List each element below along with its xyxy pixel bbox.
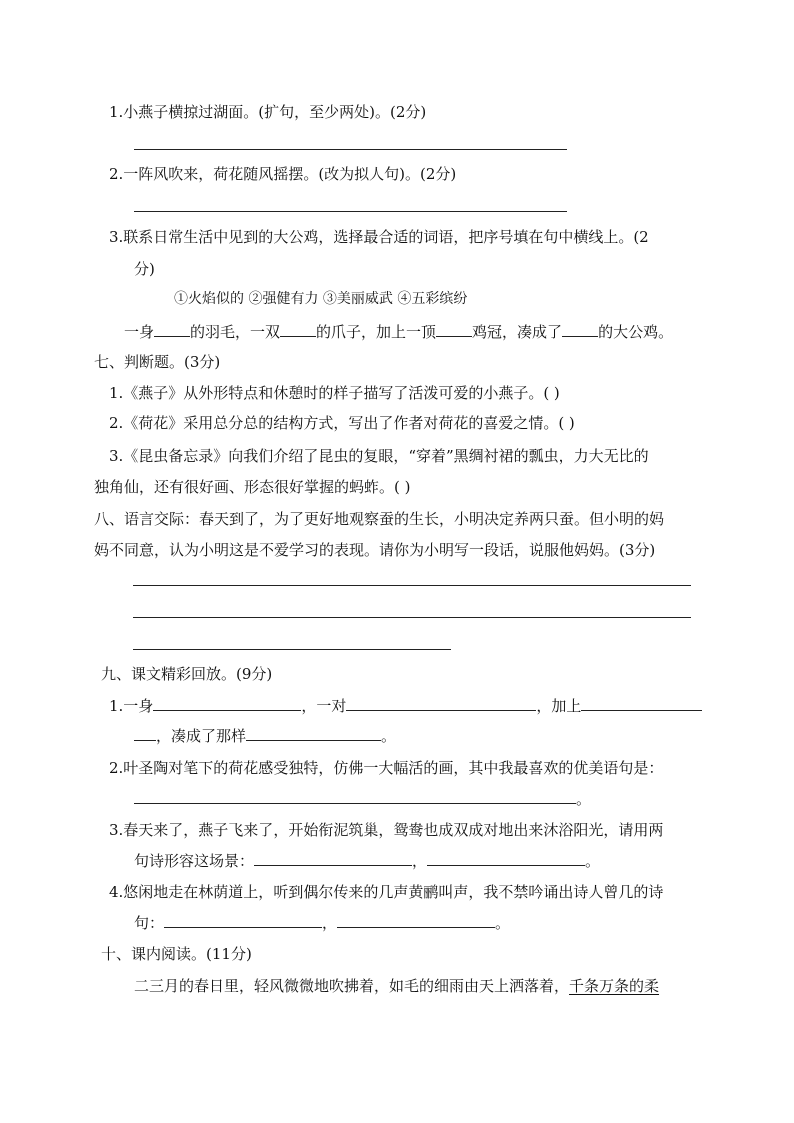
word-options: ①火焰似的 ②强健有力 ③美丽威武 ④五彩缤纷 (174, 291, 468, 307)
recall-1-text-a: 1.一身 (109, 697, 154, 715)
recall-4-comma: ， (322, 914, 338, 932)
fill-blank-1[interactable] (154, 322, 190, 337)
q-rooster-line2: 分) (134, 260, 155, 278)
recall-2-blank[interactable] (134, 789, 576, 804)
reading-underlined-text: 千条万条的柔 (569, 977, 660, 995)
fill-text-1: 一身 (124, 323, 155, 341)
recall-3-blank-2[interactable] (427, 851, 585, 866)
recall-item-3-cont (134, 851, 600, 871)
fill-text-4: 鸡冠，凑成了 (472, 323, 563, 341)
reading-paragraph (134, 976, 659, 996)
judge-item-3-cont: 独角仙，还有很好画、形态很好掌握的蚂蚱。( ) (94, 478, 411, 496)
recall-3-end: 。 (585, 852, 601, 870)
recall-2-end: 。 (576, 790, 592, 808)
recall-item-4-cont (134, 913, 510, 933)
recall-1-text-d: ，凑成了那样 (156, 727, 247, 745)
recall-4-blank-2[interactable] (337, 913, 495, 928)
answer-line-extend[interactable] (134, 149, 567, 150)
recall-4-blank-1[interactable] (164, 913, 322, 928)
fill-blank-2[interactable] (280, 322, 316, 337)
recall-4-end: 。 (495, 914, 511, 932)
section-10-title: 十、课内阅读。(11分) (101, 945, 252, 963)
recall-3-text: 句诗形容这场景： (134, 852, 255, 870)
recall-1-text-c: ，加上 (536, 697, 582, 715)
q-rooster-line1: 3.联系日常生活中见到的大公鸡，选择最合适的词语，把序号填在句中横线上。(2 (109, 228, 649, 246)
recall-1-text-e: 。 (381, 727, 397, 745)
recall-item-4: 4.悠闲地走在林荫道上，听到偶尔传来的几声黄鹂叫声，我不禁吟诵出诗人曾几的诗 (109, 883, 664, 901)
recall-3-blank-1[interactable] (254, 851, 412, 866)
judge-item-2: 2.《荷花》采用总分总的结构方式，写出了作者对荷花的喜爱之情。( ) (109, 414, 575, 432)
recall-item-3: 3.春天来了，燕子飞来了，开始衔泥筑巢，鸳鸯也成双成对地出来沐浴阳光，请用两 (109, 821, 664, 839)
recall-item-1-cont (134, 726, 396, 746)
reading-text: 二三月的春日里，轻风微微地吹拂着，如毛的细雨由天上洒落着， (134, 977, 570, 995)
fill-blank-4[interactable] (562, 322, 598, 337)
answer-line-personification[interactable] (134, 211, 567, 212)
fill-text-5: 的大公鸡。 (598, 323, 674, 341)
judge-item-3: 3.《昆虫备忘录》向我们介绍了昆虫的复眼，“穿着”黑绸衬裙的瓢虫，力大无比的 (109, 447, 649, 465)
judge-item-1: 1.《燕子》从外形特点和休憩时的样子描写了活泼可爱的小燕子。( ) (109, 384, 560, 402)
rooster-fill-sentence (124, 322, 673, 342)
q-extend-sentence: 1.小燕子横掠过湖面。(扩句，至少两处)。(2分) (109, 103, 427, 121)
recall-1-blank-3[interactable] (581, 696, 702, 711)
recall-3-comma: ， (412, 852, 428, 870)
fill-text-3: 的爪子，加上一顶 (316, 323, 437, 341)
writing-line-1[interactable] (133, 585, 691, 586)
writing-line-2[interactable] (133, 617, 691, 618)
recall-1-blank-5[interactable] (246, 726, 381, 741)
recall-4-text: 句： (134, 914, 165, 932)
writing-line-3[interactable] (133, 649, 451, 650)
section-9-title: 九、课文精彩回放。(9分) (101, 665, 273, 683)
section-8-line1: 八、语言交际：春天到了，为了更好地观察蚕的生长，小明决定养两只蚕。但小明的妈 (94, 510, 665, 528)
recall-item-1 (109, 696, 702, 716)
recall-1-blank-2[interactable] (346, 696, 536, 711)
fill-blank-3[interactable] (436, 322, 472, 337)
q-personification: 2.一阵风吹来，荷花随风摇摆。(改为拟人句)。(2分) (109, 165, 457, 183)
section-7-title: 七、判断题。(3分) (94, 353, 221, 371)
recall-1-blank-1[interactable] (153, 696, 301, 711)
recall-item-2-cont (134, 789, 591, 809)
fill-text-2: 的羽毛，一双 (190, 323, 281, 341)
recall-1-blank-4[interactable] (134, 726, 156, 741)
recall-item-2: 2.叶圣陶对笔下的荷花感受独特，仿佛一大幅活的画，其中我最喜欢的优美语句是： (109, 759, 664, 777)
section-8-line2: 妈不同意，认为小明这是不爱学习的表现。请你为小明写一段话，说服他妈妈。(3分) (94, 541, 656, 559)
recall-1-text-b: ，一对 (301, 697, 347, 715)
